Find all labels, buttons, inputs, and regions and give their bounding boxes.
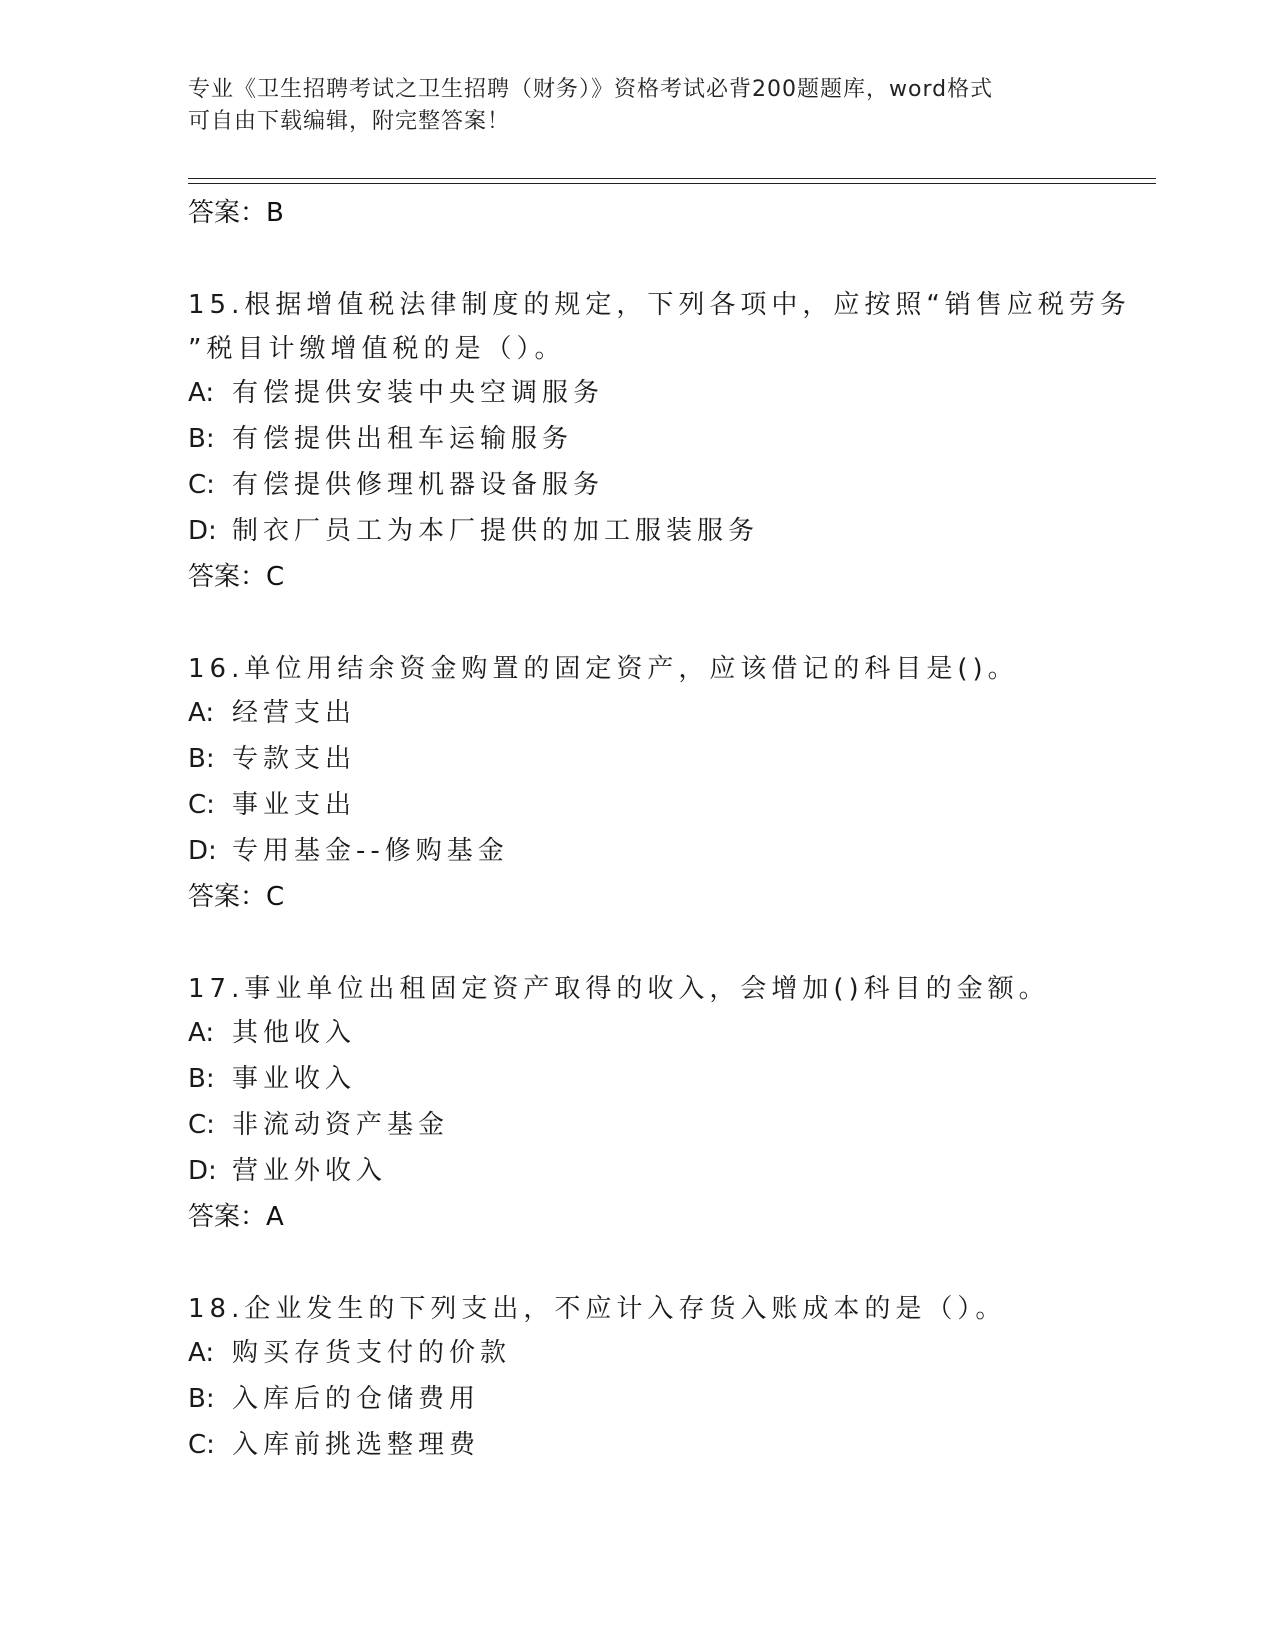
option-c <box>188 783 1148 829</box>
option-letter: C: <box>188 470 215 500</box>
answer-line: 答案：A <box>188 1202 284 1232</box>
option-d <box>188 829 1148 875</box>
option-letter: C: <box>188 1430 215 1460</box>
question-16 <box>188 647 1148 691</box>
option-a <box>188 1331 1148 1377</box>
option-text: 有偿提供修理机器设备服务 <box>232 470 605 500</box>
option-a <box>188 691 1148 737</box>
option-text: 专用基金--修购基金 <box>232 836 509 866</box>
document-header <box>188 74 1088 138</box>
option-letter: B: <box>188 744 215 774</box>
option-letter: A: <box>188 1018 215 1048</box>
question-stem: 16.单位用结余资金购置的固定资产，应该借记的科目是()。 <box>188 654 1019 684</box>
question-list <box>188 191 1148 1469</box>
option-d <box>188 1149 1148 1195</box>
option-text: 入库前挑选整理费 <box>232 1430 481 1460</box>
option-letter: D: <box>188 516 217 546</box>
option-text: 制衣厂员工为本厂提供的加工服装服务 <box>232 516 760 546</box>
option-letter: A: <box>188 1338 215 1368</box>
question-stem: ”税目计缴增值税的是（）。 <box>188 334 566 364</box>
option-text: 有偿提供出租车运输服务 <box>232 424 574 454</box>
answer-line: 答案：B <box>188 198 284 228</box>
option-text: 其他收入 <box>232 1018 357 1048</box>
question-stem: 15.根据增值税法律制度的规定，下列各项中，应按照“销售应税劳务 <box>188 290 1131 320</box>
option-b <box>188 417 1148 463</box>
header-line-2: 可自由下载编辑，附完整答案！ <box>188 109 511 134</box>
option-a <box>188 371 1148 417</box>
question-15 <box>188 283 1148 371</box>
header-line-1: 专业《卫生招聘考试之卫生招聘（财务）》资格考试必背200题题库，word格式 <box>188 77 994 102</box>
option-d <box>188 509 1148 555</box>
option-text: 专款支出 <box>232 744 357 774</box>
option-c <box>188 463 1148 509</box>
answer-line: 答案：C <box>188 562 285 592</box>
spacer <box>188 235 1148 283</box>
option-text: 有偿提供安装中央空调服务 <box>232 378 605 408</box>
option-text: 非流动资产基金 <box>232 1110 450 1140</box>
option-letter: B: <box>188 1064 215 1094</box>
answer-line: 答案：C <box>188 882 285 912</box>
header-divider-bottom <box>188 183 1156 184</box>
option-letter: B: <box>188 1384 215 1414</box>
question-18 <box>188 1287 1148 1331</box>
option-letter: A: <box>188 378 215 408</box>
option-c <box>188 1423 1148 1469</box>
option-letter: D: <box>188 1156 217 1186</box>
option-c <box>188 1103 1148 1149</box>
option-b <box>188 737 1148 783</box>
option-text: 经营支出 <box>232 698 357 728</box>
option-text: 营业外收入 <box>232 1156 388 1186</box>
option-text: 入库后的仓储费用 <box>232 1384 481 1414</box>
option-text: 事业收入 <box>232 1064 357 1094</box>
header-divider-top <box>188 178 1156 179</box>
question-stem: 18.企业发生的下列支出，不应计入存货入账成本的是（）。 <box>188 1294 1007 1324</box>
question-17 <box>188 967 1148 1011</box>
option-a <box>188 1011 1148 1057</box>
option-letter: B: <box>188 424 215 454</box>
option-letter: C: <box>188 790 215 820</box>
option-b <box>188 1057 1148 1103</box>
option-letter: D: <box>188 836 217 866</box>
spacer <box>188 1239 1148 1287</box>
option-b <box>188 1377 1148 1423</box>
option-letter: C: <box>188 1110 215 1140</box>
spacer <box>188 599 1148 647</box>
question-stem: 17.事业单位出租固定资产取得的收入，会增加()科目的金额。 <box>188 974 1050 1004</box>
option-text: 事业支出 <box>232 790 357 820</box>
option-text: 购买存货支付的价款 <box>232 1338 512 1368</box>
spacer <box>188 919 1148 967</box>
option-letter: A: <box>188 698 215 728</box>
